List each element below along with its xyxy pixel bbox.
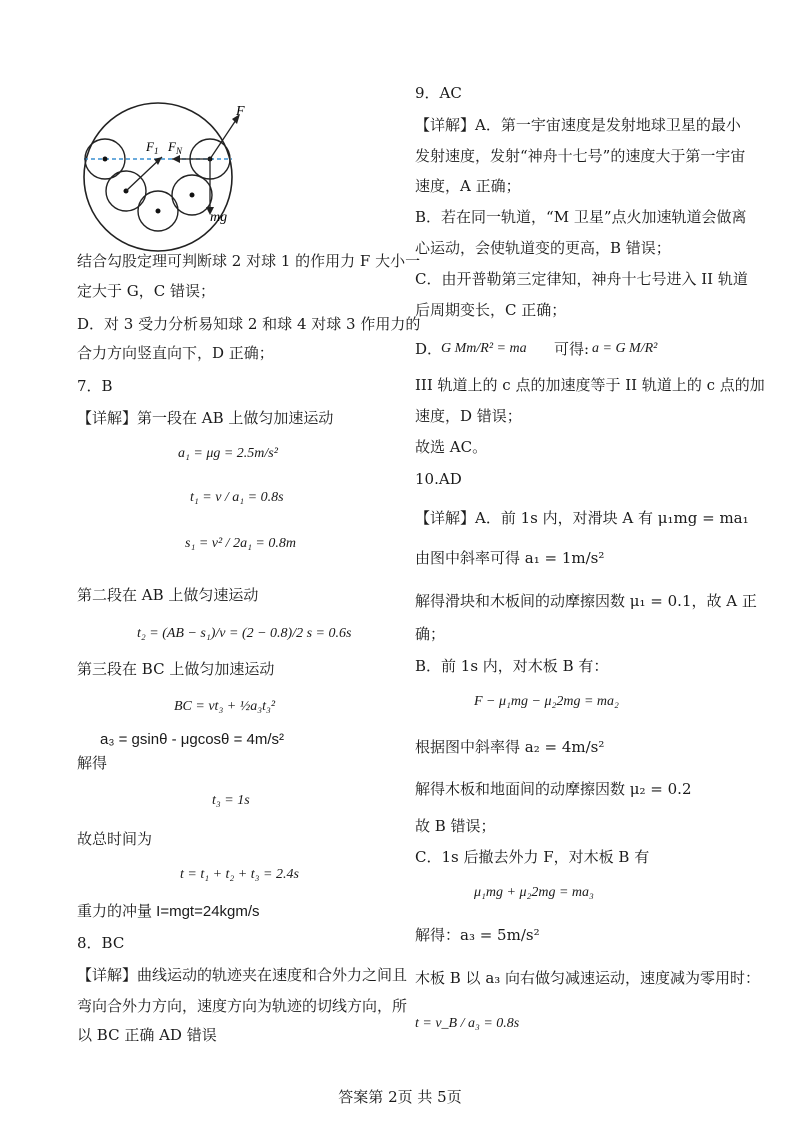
q7-solve: 解得 bbox=[77, 754, 108, 772]
q6-d-line2: 合力方向竖直向下，D 正确； bbox=[77, 344, 274, 362]
q7-impulse: 重力的冲量 I=mgt=24kgm/s bbox=[77, 903, 260, 920]
q9-a-line1: 【详解】A．第一宇宙速度是发射地球卫星的最小 bbox=[415, 116, 741, 134]
label-f1: $F_1$ bbox=[146, 139, 159, 156]
force-diagram bbox=[76, 95, 256, 255]
label-mg: mg bbox=[210, 210, 228, 225]
q9-d-line3: 速度，D 错误； bbox=[415, 407, 522, 425]
q9-conclusion: 故选 AC。 bbox=[415, 438, 488, 456]
q10-a-line1: 【详解】A．前 1s 内，对滑块 A 有 μ₁mg = ma₁ bbox=[415, 509, 749, 527]
q10-a-line4: 确； bbox=[415, 625, 446, 643]
q10-c-line1: C．1s 后撤去外力 F，对木板 B 有 bbox=[415, 848, 650, 866]
label-f: F bbox=[236, 104, 245, 119]
q8-line3: 以 BC 正确 AD 错误 bbox=[77, 1026, 217, 1044]
q7-eq3: s₁ = v² / 2a₁ = 0.8m bbox=[185, 536, 296, 551]
q7-eq7: t₃ = 1s bbox=[212, 793, 250, 808]
q9-b-line2: 心运动，会使轨道变的更高，B 错误； bbox=[415, 239, 671, 257]
q7-head: 7．B bbox=[77, 377, 113, 395]
q6-line1: 结合勾股定理可判断球 2 对球 1 的作用力 F 大小一 bbox=[77, 252, 421, 270]
q9-a-line3: 速度，A 正确； bbox=[415, 177, 521, 195]
q8-line2: 弯向合外力方向，速度方向为轨迹的切线方向，所 bbox=[77, 997, 408, 1015]
q10-a-line2: 由图中斜率可得 a₁ = 1m/s² bbox=[415, 549, 605, 567]
q7-eq5: BC = vt₃ + ½a₃t₃² bbox=[174, 699, 276, 714]
q7-seg2: 第二段在 AB 上做匀速运动 bbox=[77, 586, 259, 604]
q10-c-eq: μ₁mg + μ₂2mg = ma₃ bbox=[474, 885, 594, 900]
q8-line1: 【详解】曲线运动的轨迹夹在速度和合外力之间且 bbox=[77, 966, 408, 984]
q9-b-line1: B．若在同一轨道，“M 卫星”点火加速轨道会做离 bbox=[415, 208, 747, 226]
page-number: 答案第 2页 共 5页 bbox=[338, 1088, 462, 1106]
q7-detail: 【详解】第一段在 AB 上做匀加速运动 bbox=[77, 409, 334, 427]
q9-d-line2: III 轨道上的 c 点的加速度等于 II 轨道上的 c 点的加 bbox=[415, 376, 765, 394]
q10-a-line3: 解得滑块和木板间的动摩擦因数 μ₁ = 0.1，故 A 正 bbox=[415, 592, 757, 610]
label-fn: $F_N$ bbox=[168, 139, 182, 156]
q10-b-line4: 故 B 错误； bbox=[415, 817, 496, 835]
q7-eq1: a₁ = μg = 2.5m/s² bbox=[178, 446, 278, 461]
q7-eq2: t₁ = v / a₁ = 0.8s bbox=[190, 490, 284, 505]
q6-d-line1: D．对 3 受力分析易知球 2 和球 4 对球 3 作用力的 bbox=[77, 315, 421, 333]
q9-d-mid: 可得: bbox=[554, 340, 590, 358]
q9-c-line2: 后周期变长，C 正确； bbox=[415, 301, 567, 319]
q10-head: 10.AD bbox=[415, 470, 462, 488]
q10-b-line3: 解得木板和地面间的动摩擦因数 μ₂ = 0.2 bbox=[415, 780, 692, 798]
q6-line2: 定大于 G，C 错误； bbox=[77, 282, 215, 300]
q9-d-eq1: G Mm/R² = ma bbox=[441, 341, 527, 356]
q9-d-prefix: D． bbox=[415, 340, 443, 358]
q7-eq8: t = t₁ + t₂ + t₃ = 2.4s bbox=[180, 867, 299, 882]
q9-d-eq2: a = G M/R² bbox=[592, 341, 658, 356]
q7-seg3: 第三段在 BC 上做匀加速运动 bbox=[77, 660, 275, 678]
q9-c-line1: C．由开普勒第三定律知，神舟十七号进入 II 轨道 bbox=[415, 270, 748, 288]
q9-head: 9．AC bbox=[415, 84, 462, 102]
q8-head: 8．BC bbox=[77, 934, 125, 952]
q7-eq4: t₂ = (AB − s₁)/v = (2 − 0.8)/2 s = 0.6s bbox=[137, 626, 352, 641]
q10-b-line2: 根据图中斜率得 a₂ = 4m/s² bbox=[415, 738, 605, 756]
q9-a-line2: 发射速度，发射“神舟十七号”的速度大于第一宇宙 bbox=[415, 147, 746, 165]
q10-c-line3: 木板 B 以 a₃ 向右做匀减速运动，速度减为零用时： bbox=[415, 969, 761, 987]
q10-c-line2: 解得：a₃ = 5m/s² bbox=[415, 926, 540, 944]
q10-b-line1: B．前 1s 内，对木板 B 有： bbox=[415, 657, 609, 675]
q10-b-eq: F − μ₁mg − μ₂2mg = ma₂ bbox=[474, 694, 619, 709]
q7-eq6: a₃ = gsinθ - μgcosθ = 4m/s² bbox=[100, 731, 284, 748]
q10-c-eq2: t = v_B / a₃ = 0.8s bbox=[415, 1016, 520, 1031]
q7-total: 故总时间为 bbox=[77, 830, 153, 848]
